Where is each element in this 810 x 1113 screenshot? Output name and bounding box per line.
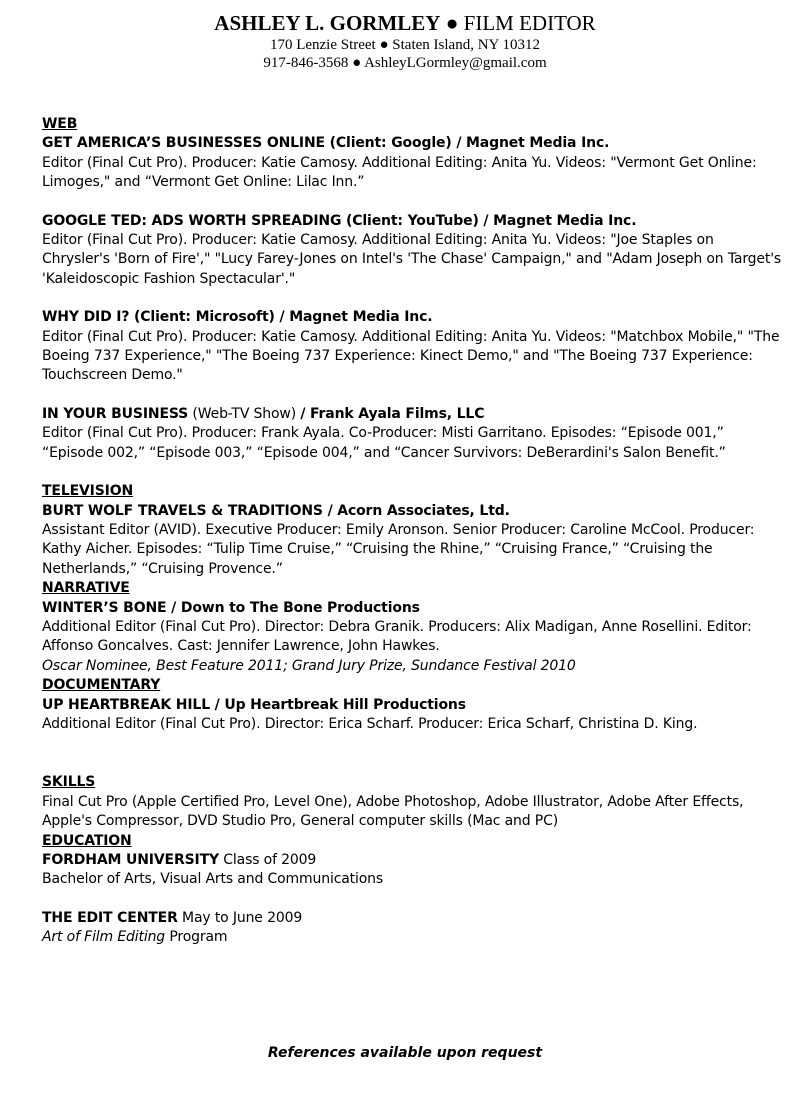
references-note: References available upon request xyxy=(267,1045,543,1061)
section-heading-web: WEB xyxy=(42,116,78,132)
entry-title: GET AMERICA’S BUSINESSES ONLINE (Client: Google) / Magnet Media Inc. xyxy=(42,135,610,152)
school-degree: Bachelor of Arts, Visual Arts and Communications xyxy=(42,871,384,888)
entry-in-your-business xyxy=(42,405,782,463)
section-narrative xyxy=(42,579,782,676)
entry-title: GOOGLE TED: ADS WORTH SPREADING (Client: YouTube) / Magnet Media Inc. xyxy=(42,212,637,229)
entry-youtube xyxy=(42,212,782,290)
section-heading-skills: SKILLS xyxy=(42,774,96,791)
school-detail: Class of 2009 xyxy=(218,852,317,868)
entry-description: Editor (Final Cut Pro). Producer: Frank Ayala. Co-Producer: Misti Garritano. Episodes: “Episode 001,” “Episode 002,” “Episode 003,” “Episode 004,” and “Cancer Survivors: DeBerardini's Salon Benefit.” xyxy=(42,425,726,461)
school-name: THE EDIT CENTER xyxy=(42,909,178,926)
school-line xyxy=(42,909,782,928)
contact-line: 917-846-3568 ● AshleyLGormley@gmail.com xyxy=(263,55,547,71)
entry-title: UP HEARTBREAK HILL / Up Heartbreak Hill Productions xyxy=(42,696,466,713)
entry-description: Editor (Final Cut Pro). Producer: Katie Camosy. Additional Editing: Anita Yu. Videos: "Vermont Get Online: Limoges," and “Vermont Get Online: Lilac Inn.” xyxy=(42,154,757,191)
entry-title-format: (Web-TV Show) xyxy=(188,405,301,422)
address-line: 170 Lenzie Street ● Staten Island, NY 10312 xyxy=(269,37,541,53)
skills-list: Final Cut Pro (Apple Certified Pro, Level One), Adobe Photoshop, Adobe Illustrator, Adobe After Effects, Apple's Compressor, DVD Studio Pro, General computer skills (Mac and PC) xyxy=(42,793,744,830)
school-program xyxy=(42,928,782,947)
entry-title: WINTER’S BONE / Down to The Bone Productions xyxy=(42,599,420,616)
entry-awards: Oscar Nominee, Best Feature 2011; Grand Jury Prize, Sundance Festival 2010 xyxy=(42,657,576,674)
section-heading-narrative: NARRATIVE xyxy=(42,580,130,597)
entry-title-company: / Frank Ayala Films, LLC xyxy=(300,405,485,422)
section-web xyxy=(42,115,782,463)
entry-title: BURT WOLF TRAVELS & TRADITIONS / Acorn Associates, Ltd. xyxy=(42,502,510,519)
resume-body xyxy=(42,115,782,948)
school-line xyxy=(42,851,782,870)
entry-description: Editor (Final Cut Pro). Producer: Katie Camosy. Additional Editing: Anita Yu. Videos: "Matchbox Mobile," "The Boeing 737 Experience," "The Boeing 737 Experience: Kinect Demo," and "The Boeing 737 Experience: Touchscreen Demo." xyxy=(42,328,780,384)
section-heading-documentary: DOCUMENTARY xyxy=(42,677,161,694)
spacer xyxy=(42,734,782,773)
section-documentary xyxy=(42,676,782,734)
program-suffix: Program xyxy=(165,929,228,946)
entry-description: Assistant Editor (AVID). Executive Producer: Emily Aronson. Senior Producer: Caroline McCool. Producer: Kathy Aicher. Episodes: “Tulip Time Cruise,” “Cruising the Rhine,” “Cruising France,” “Cruising the Netherlands,” “Cruising Provence.” xyxy=(42,521,755,577)
job-title: FILM EDITOR xyxy=(463,11,596,35)
entry-description: Editor (Final Cut Pro). Producer: Katie Camosy. Additional Editing: Anita Yu. Videos: "Joe Staples on Chrysler's 'Born of Fire'," "Lucy Farey-Jones on Intel's 'The Chase' Campaign," and "Adam Joseph on Target's 'Kaleidoscopic Fashion Spectacular'." xyxy=(42,232,782,287)
entry-title xyxy=(42,405,782,424)
entry-description: Additional Editor (Final Cut Pro). Director: Debra Granik. Producers: Alix Madigan, Anne Rosellini. Editor: Affonso Goncalves. Cast: Jennifer Lawrence, John Hawkes. xyxy=(42,618,752,655)
entry-title: WHY DID I? (Client: Microsoft) / Magnet Media Inc. xyxy=(42,309,433,326)
entry-microsoft xyxy=(42,308,782,386)
name-line xyxy=(0,10,810,36)
section-heading-education: EDUCATION xyxy=(42,832,132,849)
education-fordham xyxy=(42,851,782,890)
resume-header xyxy=(0,0,810,72)
education-edit-center xyxy=(42,909,782,948)
entry-google xyxy=(42,134,782,192)
entry-title-show: IN YOUR BUSINESS xyxy=(42,405,189,422)
section-heading-television: TELEVISION xyxy=(42,483,134,500)
section-skills xyxy=(42,773,782,831)
applicant-name: ASHLEY L. GORMLEY xyxy=(214,11,441,35)
school-detail: May to June 2009 xyxy=(177,909,303,926)
separator-bullet: ● xyxy=(445,11,459,35)
entry-description: Additional Editor (Final Cut Pro). Director: Erica Scharf. Producer: Erica Scharf, Christina D. King. xyxy=(42,715,698,732)
section-television xyxy=(42,482,782,579)
school-name: FORDHAM UNIVERSITY xyxy=(42,852,219,868)
section-education xyxy=(42,832,782,948)
program-name: Art of Film Editing xyxy=(42,929,166,946)
